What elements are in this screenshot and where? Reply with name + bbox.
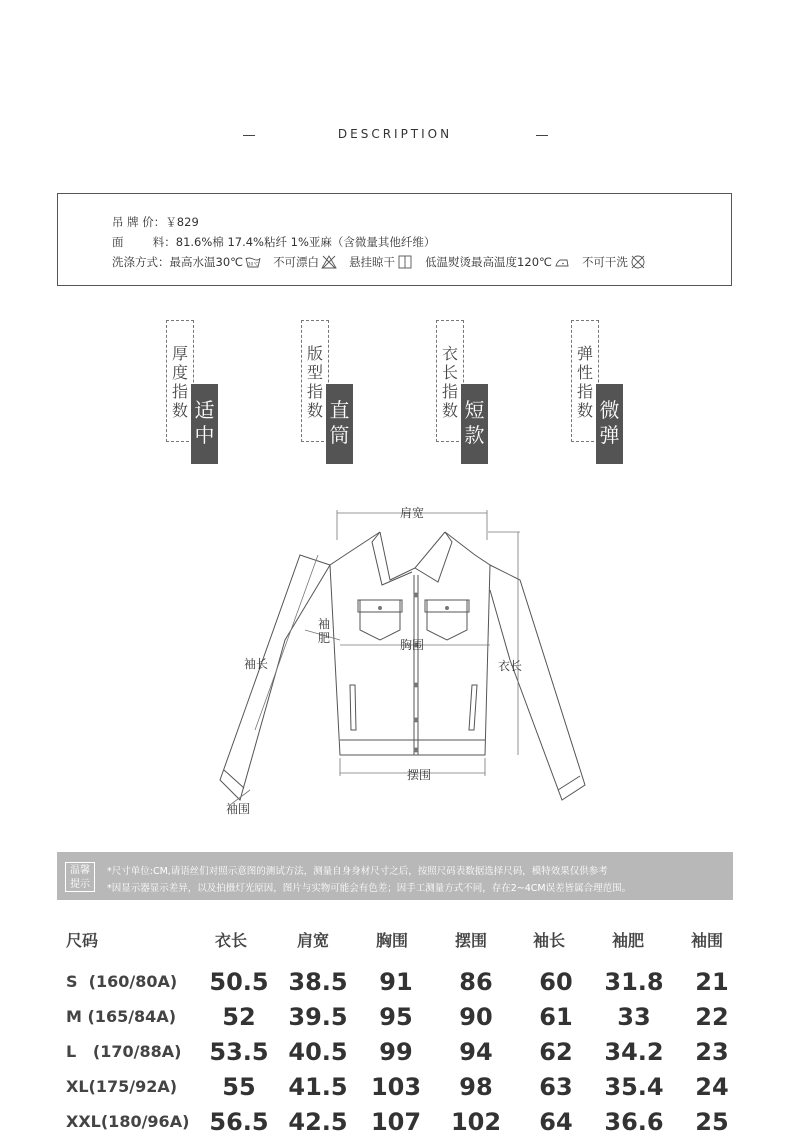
size-cell: 90 xyxy=(459,1003,493,1031)
size-cell: 38.5 xyxy=(288,968,348,996)
index-value: 短款 xyxy=(461,384,488,464)
size-cell: 41.5 xyxy=(288,1073,348,1101)
size-cell: 42.5 xyxy=(288,1108,348,1136)
care-wash-text: 最高水温30℃ xyxy=(169,255,244,269)
no-dry-clean-icon xyxy=(630,255,646,269)
notice-badge-line2: 提示 xyxy=(70,879,90,890)
col-header-sleeve-width: 袖肥 xyxy=(612,931,645,950)
label-length: 衣长 xyxy=(498,659,523,673)
iron-low-icon xyxy=(554,255,570,269)
size-label: XL(175/92A) xyxy=(66,1077,178,1096)
size-cell: 24 xyxy=(695,1073,729,1101)
care-item-dryclean xyxy=(582,254,646,270)
index-elasticity xyxy=(571,320,629,465)
size-cell: 98 xyxy=(459,1073,493,1101)
price-label: 吊 牌 价： xyxy=(112,215,166,229)
size-cell: 64 xyxy=(539,1108,573,1136)
wash-30-icon xyxy=(245,255,261,269)
col-header-shoulder: 肩宽 xyxy=(297,931,330,950)
label-sleeve-length: 袖长 xyxy=(244,657,269,671)
product-info-box xyxy=(57,193,732,286)
care-iron-text: 低温熨烫最高温度120℃ xyxy=(425,255,552,269)
label-sleeve-width-2: 肥 xyxy=(318,631,331,645)
size-cell: 50.5 xyxy=(209,968,269,996)
size-cell: 22 xyxy=(695,1003,729,1031)
size-cell: 91 xyxy=(379,968,413,996)
index-value: 直筒 xyxy=(326,384,353,464)
index-value: 适中 xyxy=(191,384,218,464)
price-row xyxy=(112,214,199,230)
size-cell: 31.8 xyxy=(604,968,664,996)
size-cell: 63 xyxy=(539,1073,573,1101)
care-item-hang xyxy=(349,254,413,270)
care-row xyxy=(112,254,658,270)
notice-line-1: *尺寸单位:CM,请语丝们对照示意图的测试方法，测量自身身材尺寸之后，按照尺码表数据选择尺码，模特效果仅供参考 xyxy=(107,866,608,877)
care-bleach-text: 不可漂白 xyxy=(273,255,320,269)
col-header-length: 衣长 xyxy=(215,931,248,950)
index-label: 衣长指数 xyxy=(441,344,458,420)
size-cell: 62 xyxy=(539,1038,573,1066)
size-cell: 39.5 xyxy=(288,1003,348,1031)
col-header-size: 尺码 xyxy=(66,931,99,950)
material-value: 81.6%棉 17.4%粘纤 1%亚麻（含微量其他纤维） xyxy=(175,235,436,249)
index-label: 弹性指数 xyxy=(576,344,593,420)
size-cell: 102 xyxy=(450,1108,502,1136)
wash-icon-text: 30℃ xyxy=(247,262,259,268)
size-cell: 36.6 xyxy=(604,1108,664,1136)
size-label: XXL(180/96A) xyxy=(66,1112,190,1131)
size-cell: 94 xyxy=(459,1038,493,1066)
notice-line-2: *因显示器显示差异，以及拍摄灯光原因，图片与实物可能会有色差；因手工测量方式不同，存在2~4CM误差皆属合理范围。 xyxy=(107,883,632,894)
size-notice xyxy=(57,852,733,900)
size-cell: 56.5 xyxy=(209,1108,269,1136)
jacket-measurement-diagram xyxy=(200,500,590,820)
index-fit xyxy=(301,320,359,465)
header-dash-right xyxy=(536,135,548,136)
size-cell: 103 xyxy=(370,1073,422,1101)
index-label: 厚度指数 xyxy=(171,344,188,420)
size-cell: 35.4 xyxy=(604,1073,664,1101)
label-shoulder: 肩宽 xyxy=(400,506,425,520)
size-cell: 60 xyxy=(539,968,573,996)
size-cell: 33 xyxy=(617,1003,651,1031)
size-label: L (170/88A) xyxy=(66,1042,182,1061)
col-header-chest: 胸围 xyxy=(376,931,409,950)
section-title: DESCRIPTION xyxy=(337,127,453,141)
no-bleach-icon xyxy=(321,255,337,269)
label-hem: 摆围 xyxy=(407,768,432,782)
size-cell: 107 xyxy=(370,1108,422,1136)
price-value: ￥829 xyxy=(165,215,199,229)
size-cell: 95 xyxy=(379,1003,413,1031)
notice-badge xyxy=(65,862,95,892)
col-header-sleeve-length: 袖长 xyxy=(533,931,566,950)
col-header-hem: 摆围 xyxy=(455,931,488,950)
col-header-cuff: 袖围 xyxy=(691,931,724,950)
size-cell: 40.5 xyxy=(288,1038,348,1066)
size-cell: 61 xyxy=(539,1003,573,1031)
hang-dry-icon xyxy=(397,255,413,269)
size-cell: 23 xyxy=(695,1038,729,1066)
care-item-wash xyxy=(170,254,262,270)
size-cell: 99 xyxy=(379,1038,413,1066)
label-chest: 胸围 xyxy=(400,638,425,652)
index-label: 版型指数 xyxy=(306,344,323,420)
index-thickness xyxy=(166,320,224,465)
care-hang-text: 悬挂晾干 xyxy=(349,255,396,269)
care-item-iron xyxy=(425,254,570,270)
label-cuff: 袖围 xyxy=(226,802,251,816)
material-label: 面 料： xyxy=(112,235,176,249)
material-row xyxy=(112,234,435,250)
size-cell: 34.2 xyxy=(604,1038,664,1066)
size-label: S (160/80A) xyxy=(66,972,178,991)
notice-badge-line1: 温馨 xyxy=(70,865,90,876)
size-cell: 21 xyxy=(695,968,729,996)
size-label: M (165/84A) xyxy=(66,1007,177,1026)
size-cell: 25 xyxy=(695,1108,729,1136)
index-value: 微弹 xyxy=(596,384,623,464)
care-item-bleach xyxy=(273,254,337,270)
size-cell: 53.5 xyxy=(209,1038,269,1066)
care-label: 洗涤方式： xyxy=(112,255,170,269)
care-dryclean-text: 不可干洗 xyxy=(581,255,628,269)
size-cell: 86 xyxy=(459,968,493,996)
label-sleeve-width-1: 袖 xyxy=(318,617,331,631)
size-cell: 52 xyxy=(222,1003,256,1031)
size-cell: 55 xyxy=(222,1073,256,1101)
jacket-outline xyxy=(220,532,585,800)
index-length xyxy=(436,320,494,465)
